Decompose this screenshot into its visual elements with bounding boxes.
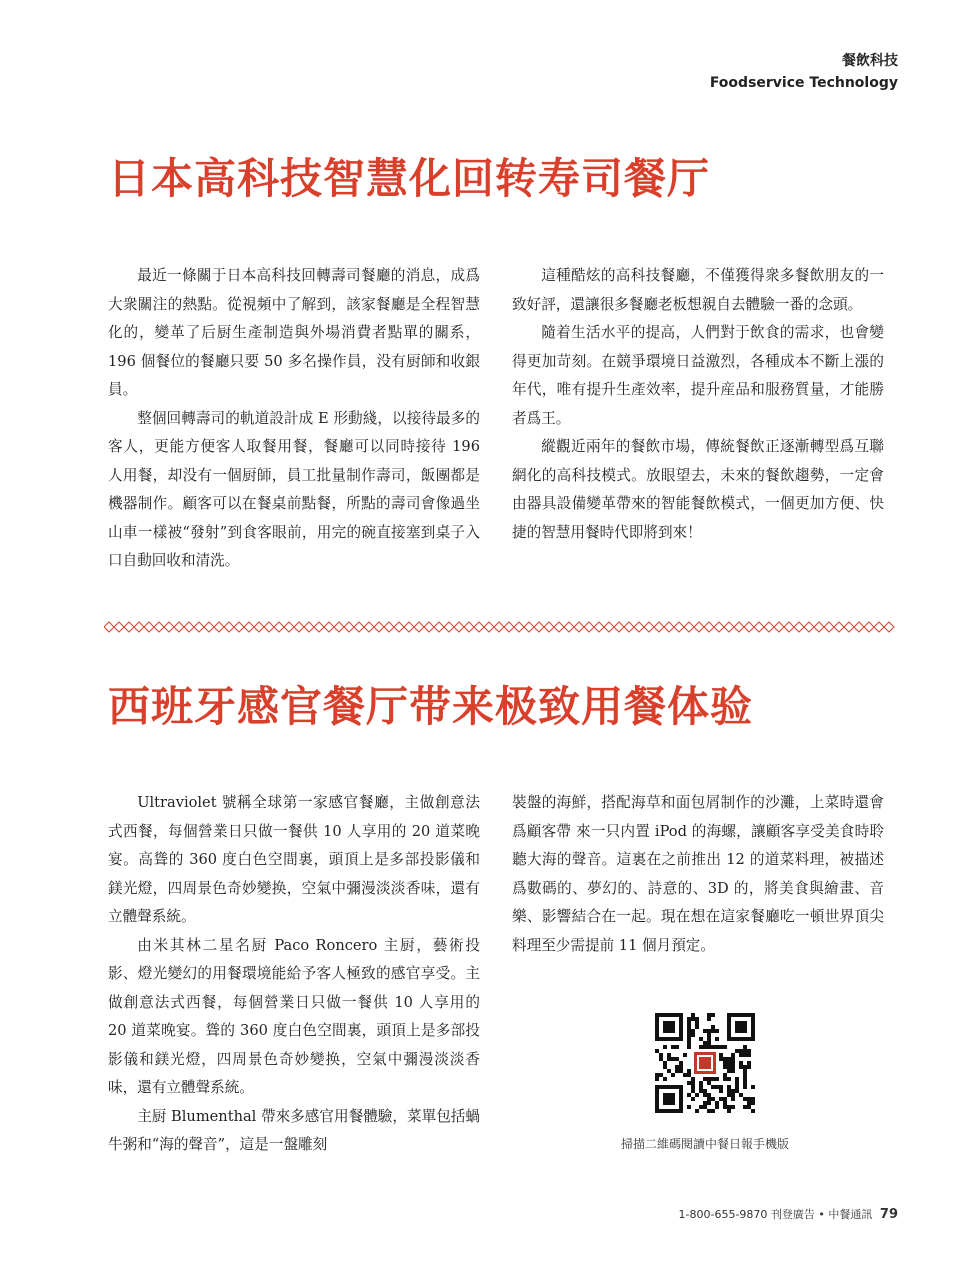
article1-left-column (108, 262, 480, 576)
qr-code-icon (655, 1013, 755, 1113)
article2-title: 西班牙感官餐厅带来极致用餐体验 (108, 682, 754, 731)
page-number: 79 (879, 1207, 898, 1222)
qr-caption: 掃描二維碼閱讀中餐日報手機版 (620, 1137, 789, 1151)
article1-paragraph: 縱觀近兩年的餐飲市場，傳統餐飲正逐漸轉型爲互聯網化的高科技模式。放眼望去，未來的餐飲趨勢，一定會由器具設備變革帶來的智能餐飲模式，一個更加方便、快捷的智慧用餐時代即將到來！ (512, 438, 884, 541)
article1-paragraph: 這種酷炫的高科技餐廳，不僅獲得衆多餐飲朋友的一致好評，還讓很多餐廳老板想親自去體驗一番的念頭。 (512, 267, 884, 313)
article2-paragraph: 由米其林二星名厨 Paco Roncero 主厨，藝術投影、燈光變幻的用餐環境能給予客人極致的感官享受。主做創意法式西餐，每個營業日只做一餐供 10 人享用的 20 道菜晚宴。聳的 360 度白色空間裏，頭頂上是多部投影儀和鎂光燈，四周景色奇妙變换，空氣中彌漫淡淡香味，還有立體聲系統。 (108, 936, 480, 1096)
article2-right-column (512, 789, 884, 960)
section-category-en: Foodservice Technology (709, 75, 898, 91)
article1-right-column (512, 262, 884, 547)
article2-paragraph: 裝盤的海鮮，搭配海草和面包屑制作的沙灘，上菜時還會爲顧客帶 來一只内置 iPod 的海螺，讓顧客享受美食時聆聽大海的聲音。這裏在之前推出 12 的道菜料理，被描述爲數碼的、夢幻的、詩意的、3D 的，將美食與繪畫、音樂、影響結合在一起。現在想在這家餐廳吃一頓世界頂尖料理至少需提前 11 個月預定。 (512, 794, 884, 954)
article1-title: 日本高科技智慧化回转寿司餐厅 (108, 154, 711, 203)
footer-text: 1-800-655-9870 刊登廣告 • 中餐通訊 (678, 1208, 873, 1221)
article1-paragraph: 隨着生活水平的提高，人們對于飲食的需求，也會變得更加苛刻。在競爭環境日益激烈，各種成本不斷上漲的年代，唯有提升生產效率，提升産品和服務質量，才能勝者爲王。 (512, 324, 884, 427)
page-footer (679, 1206, 898, 1222)
article1-paragraph: 最近一條關于日本高科技回轉壽司餐廳的消息，成爲大衆關注的熱點。從視頻中了解到，該家餐廳是全程智慧化的，變革了后厨生產制造與外場消費者點單的關系，196 個餐位的餐廳只要 50 多名操作員，没有厨師和收銀員。 (108, 267, 480, 398)
article2-paragraph: 主厨 Blumenthal 帶來多感官用餐體驗，菜單包括蝸牛粥和“海的聲音”，這是一盤雕刻 (108, 1107, 480, 1153)
section-category: 餐飲科技 (842, 53, 898, 69)
diamond-divider (104, 621, 898, 633)
article2-paragraph: Ultraviolet 號稱全球第一家感官餐廳，主做創意法式西餐，每個營業日只做一餐供 10 人享用的 20 道菜晚宴。高聳的 360 度白色空間裏，頭頂上是多部投影儀和鎂光燈，四周景色奇妙變换，空氣中彌漫淡淡香味，還有立體聲系統。 (108, 794, 480, 925)
article1-paragraph: 整個回轉壽司的軌道設計成 E 形動綫，以接待最多的客人，更能方便客人取餐用餐，餐廳可以同時接待 196 人用餐，却没有一個厨師，員工批量制作壽司，飯團都是機器制作。顧客可以在餐桌前點餐，所點的壽司會像過坐山車一樣被“發射”到食客眼前，用完的碗直接塞到桌子入口自動回收和清洗。 (108, 409, 480, 569)
article2-left-column (108, 789, 480, 1160)
